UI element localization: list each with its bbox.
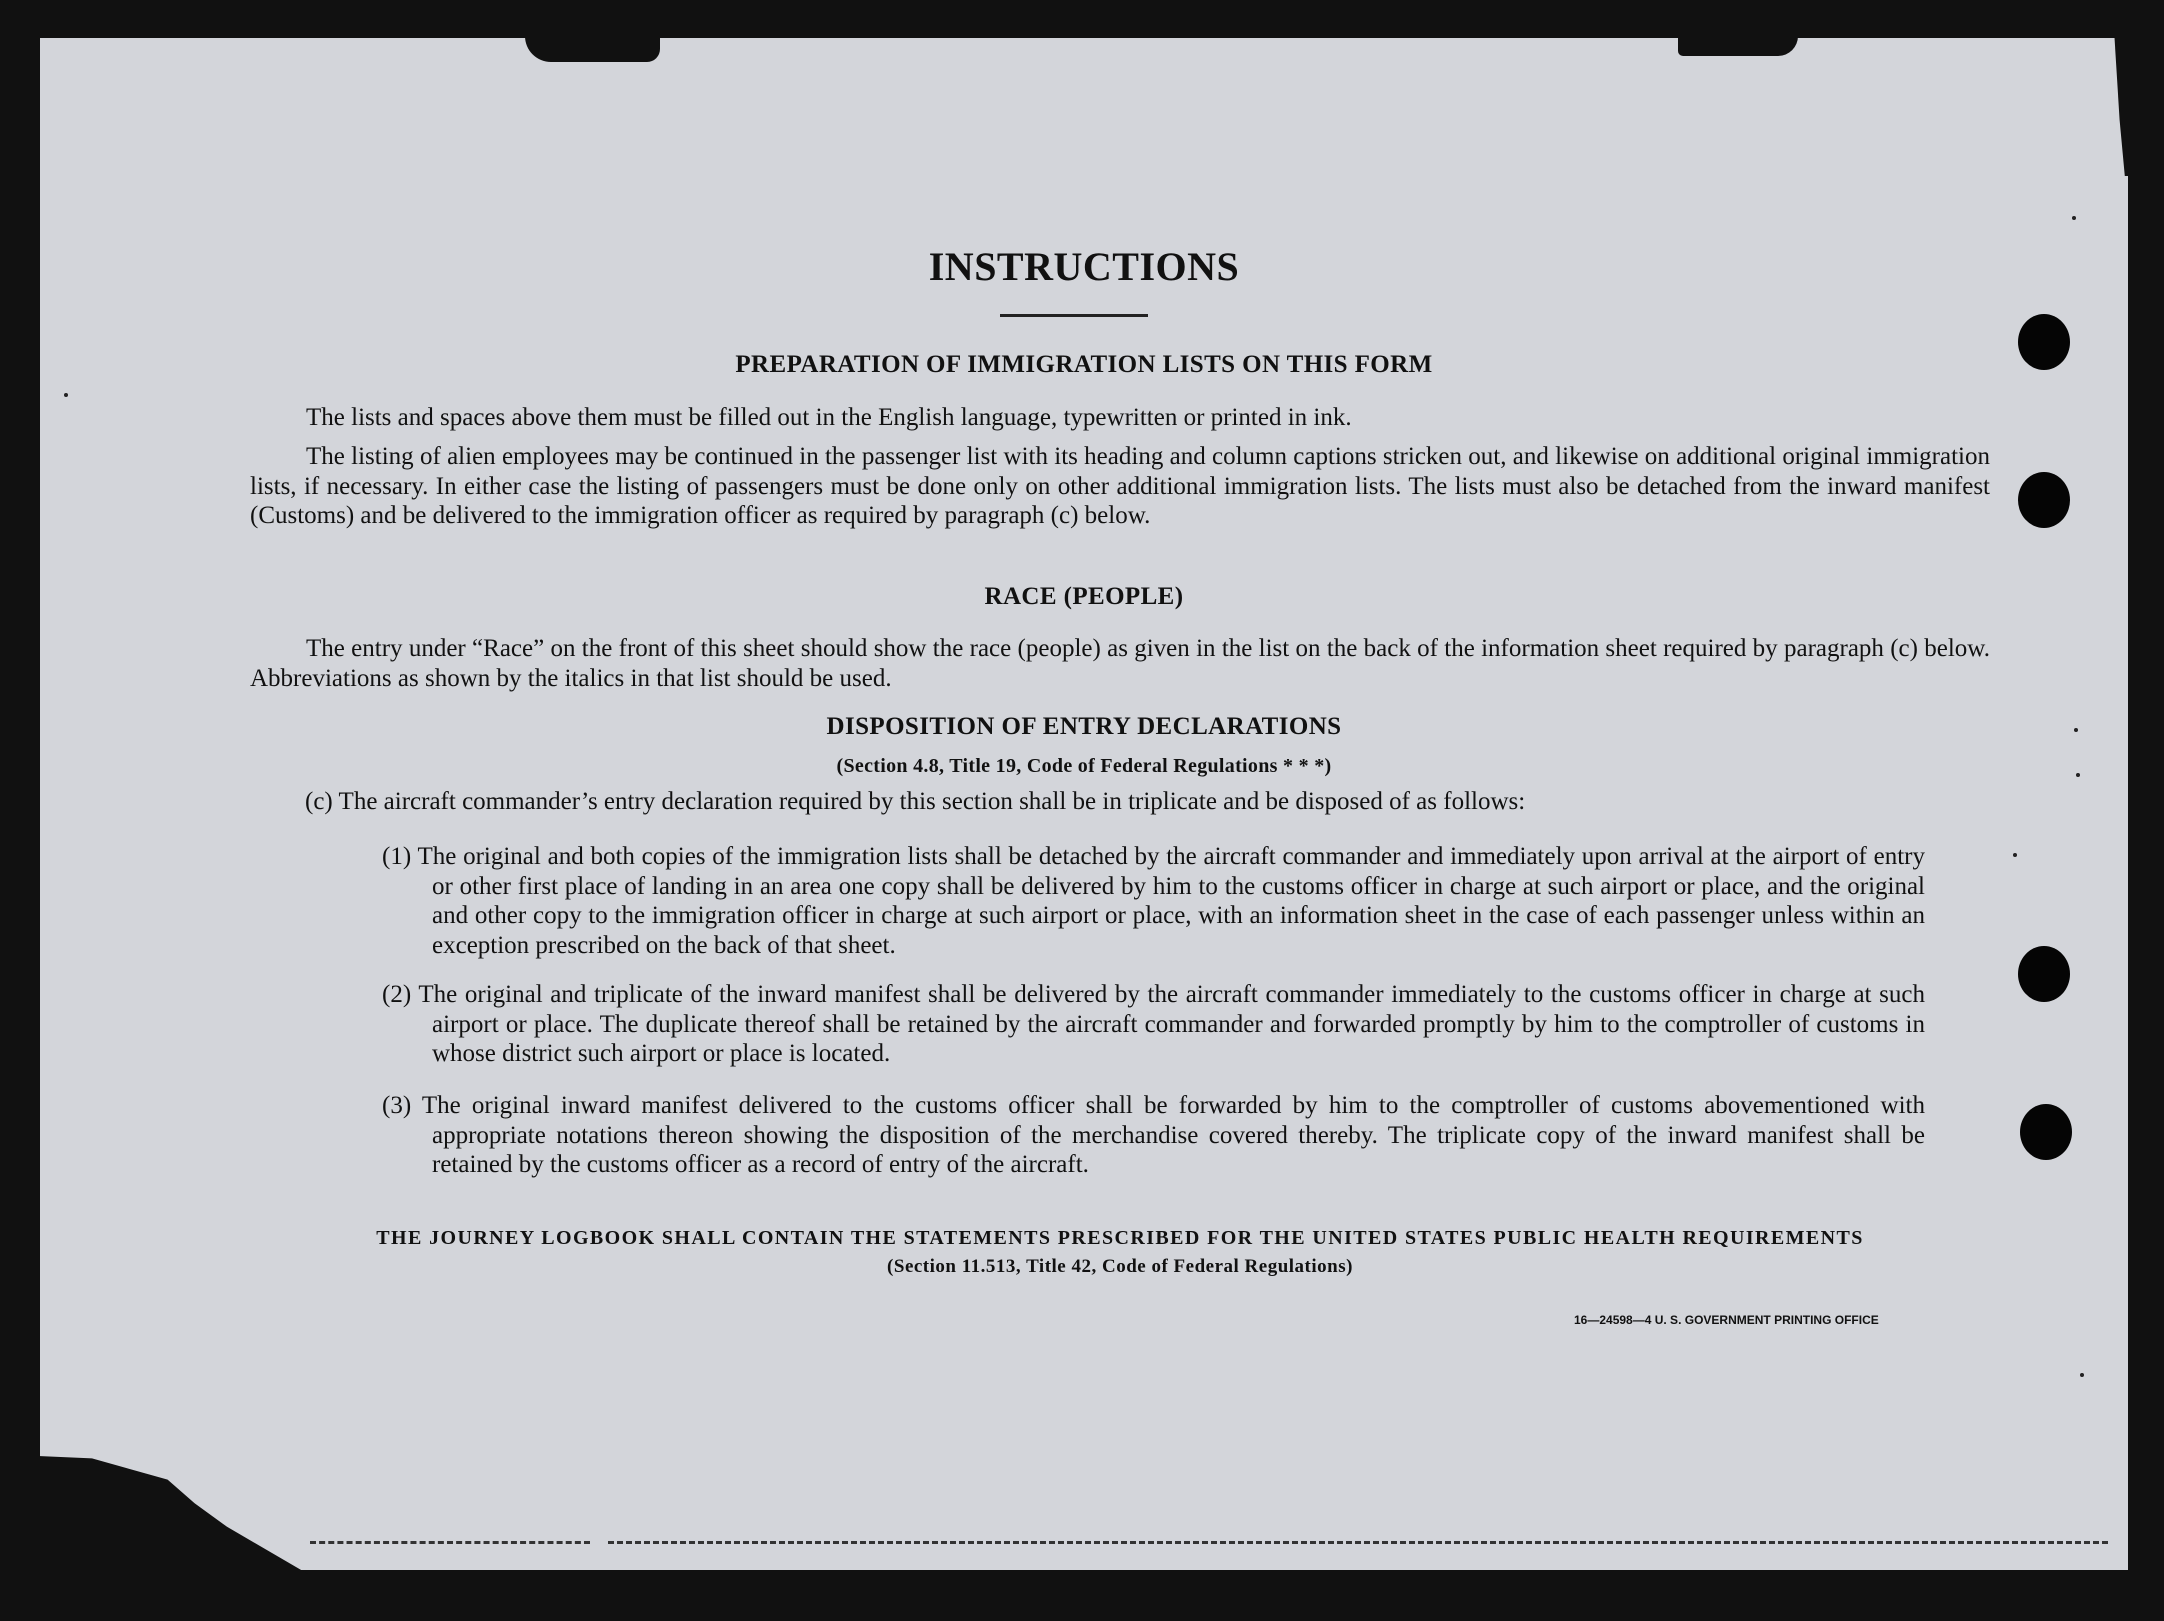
paragraph-preparation-2: The listing of alien employees may be continued in the passenger list with its heading and column captions stricken out, and likewise on additional original immigration lists, if necessary. In either case the listing of passengers must be done only on other additional immigration lists. The lists must also be detached from the inward manifest (Customs) and be delivered to the immigration officer as required by paragraph (c) below. (250, 443, 1990, 529)
list-item-1: (1) The original and both copies of the immigration lists shall be detached by the aircraft commander and immediately upon arrival at the airport of entry or other first place of landing in an area one copy shall be delivered by him to the customs officer in charge at such airport or place, and the original and other copy to the immigration officer in charge at such airport or place, with an information sheet in the case of each passenger unless within an exception prescribed on the back of that sheet. (382, 843, 1925, 959)
perforation-line-right (608, 1541, 2108, 1544)
speck (2013, 853, 2017, 857)
list-item-3: (3) The original inward manifest delivered to the customs officer shall be forwarded by him to the comptroller of customs abovementioned with appropriate notations thereon showing the disposition of the merchandise covered thereby. The triplicate copy of the inward manifest shall be retained by the customs officer as a record of entry of the aircraft. (382, 1092, 1925, 1178)
footer-statement: THE JOURNEY LOGBOOK SHALL CONTAIN THE STATEMENTS PRESCRIBED FOR THE UNITED STATES PUBLIC HEALTH REQUIREMENTS (376, 1227, 1864, 1249)
section-heading-disposition: DISPOSITION OF ENTRY DECLARATIONS (826, 713, 1342, 740)
paragraph-disposition-intro: (c) The aircraft commander’s entry declaration required by this section shall be in triplicate and be disposed of as follows: (305, 788, 1526, 815)
torn-edge-bottom-left (38, 1456, 308, 1574)
list-item-2: (2) The original and triplicate of the inward manifest shall be delivered by the aircraft commander immediately to the customs officer in charge at such airport or place. The duplicate thereof shall be retained by the aircraft commander and forwarded promptly by him to the comptroller of customs in whose district such airport or place is located. (382, 981, 1925, 1067)
paragraph-preparation-1: The lists and spaces above them must be filled out in the English language, typewritten or printed in ink. (306, 404, 1352, 431)
document-sheet (40, 38, 2128, 1570)
punch-hole-3 (2018, 946, 2070, 1002)
paragraph-race: The entry under “Race” on the front of this sheet should show the race (people) as given in the list on the back of the information sheet required by paragraph (c) below. Abbreviations as shown by the italics in that list should be used. (250, 635, 1990, 692)
title-underline (1000, 314, 1148, 317)
footer-citation: (Section 11.513, Title 42, Code of Federal Regulations) (887, 1256, 1353, 1277)
torn-edge-top-left (525, 36, 660, 62)
speck (2072, 216, 2076, 220)
perforation-line-left (310, 1541, 590, 1544)
section-heading-preparation: PREPARATION OF IMMIGRATION LISTS ON THIS FORM (735, 351, 1433, 378)
section-heading-race: RACE (PEOPLE) (984, 583, 1184, 610)
section-citation-disposition: (Section 4.8, Title 19, Code of Federal Regulations * * *) (836, 755, 1332, 777)
speck (64, 393, 68, 397)
punch-hole-4 (2020, 1104, 2072, 1160)
torn-edge-top-right (1678, 36, 1798, 56)
torn-edge-right (2104, 36, 2130, 176)
printing-office-code: 16—24598—4 U. S. GOVERNMENT PRINTING OFFICE (1574, 1313, 1879, 1327)
punch-hole-2 (2018, 472, 2070, 528)
speck (2080, 1373, 2084, 1377)
page-title: INSTRUCTIONS (928, 244, 1240, 289)
